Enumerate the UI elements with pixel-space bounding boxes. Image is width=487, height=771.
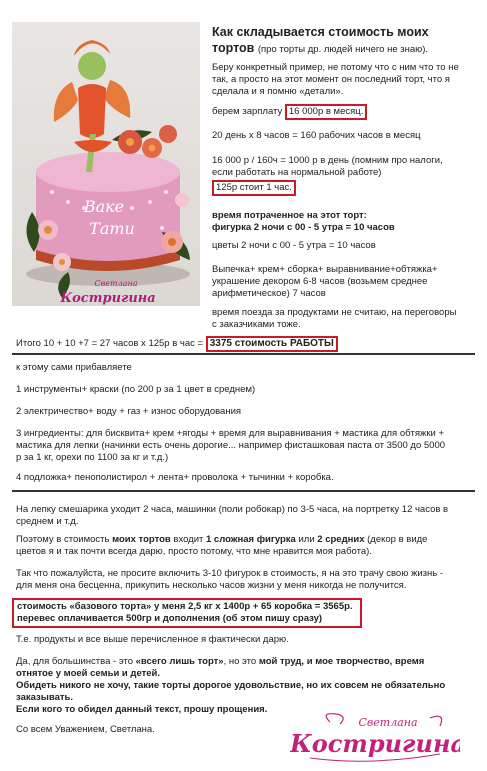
intro-line-2: так, а просто на этот момент он последний торт, что я — [212, 74, 450, 85]
title-line-2: тортов — [212, 41, 255, 55]
price-includes-bold: моих тортов — [112, 534, 171, 545]
travel-line-2: с заказчиками тоже. — [212, 319, 301, 330]
additions-item-2: 2 электричество+ воду + газ + износ оборудования — [16, 406, 242, 417]
please-paragraph — [16, 568, 471, 592]
closing-line-2: отнятое у моей семьи и детей. — [16, 668, 161, 679]
price-includes-text: или — [298, 534, 315, 545]
salary-line — [212, 104, 480, 120]
cake-text-2: Тати — [89, 219, 135, 238]
closing-line-3: Обидеть никого не хочу, такие торты дорогое удовольствие, но их совсем не обязательно — [16, 680, 446, 691]
base-price-line-2: перевес оплачивается 500гр и дополнения (об этом пишу сразу) — [17, 613, 323, 624]
price-includes-bold: 2 средних — [317, 534, 365, 545]
real-price-line: Т.е. продукты и все выше перечисленное я фактически дарю. — [16, 634, 289, 645]
additions-item-1: 1 инструменты+ краски (по 200 р за 1 цвет в среднем) — [16, 384, 256, 395]
total-line — [16, 336, 471, 352]
please-line-2: для меня она бесценна, прикупить несколько часов жизни у меня никогда не получится. — [16, 580, 407, 591]
rate-line-2: если работать на нормальной работе) — [212, 167, 382, 178]
baking-line-2: украшение декором 6-8 часов (возьмем среднее — [212, 276, 428, 287]
flowers-line: цветы 2 ночи с 00 - 5 утра = 10 часов — [212, 240, 376, 251]
baking-line-1: Выпечка+ крем+ сборка+ выравнивание+обтяжка+ — [212, 264, 438, 275]
rate-line-1: 16 000 р / 160ч = 1000 р в день (помним про налоги, — [212, 155, 443, 166]
closing-text: , но это — [223, 656, 257, 667]
intro-paragraph — [212, 62, 480, 98]
cake-text-1: Ваке — [83, 197, 125, 216]
divider — [12, 353, 475, 355]
additions-intro: к этому сами прибавляете — [16, 362, 132, 373]
closing-bold: мой труд, и мое творчество, время — [258, 656, 425, 667]
additions-item-3-line-3: р за 1 кг, орехи по 1100 за кг и т.д.) — [16, 452, 169, 463]
price-includes-bold: 1 сложная фигурка — [206, 534, 296, 545]
time-spent-title: время потраченное на этот торт: — [212, 210, 367, 221]
baking-paragraph — [212, 264, 480, 300]
total-prefix: Итого 10 + 10 +7 = 27 часов х 125р в час = — [16, 338, 204, 349]
time-spent-figure: фигурка 2 ночи с 00 - 5 утра = 10 часов — [212, 222, 395, 233]
price-includes-text: Поэтому в стоимость — [16, 534, 110, 545]
hours-line: 20 день х 8 часов = 160 рабочих часов в месяц — [212, 130, 421, 141]
closing-paragraph — [16, 656, 471, 716]
signature-bottom: Костригина — [290, 729, 460, 758]
base-price-box — [12, 598, 362, 628]
total-highlight: 3375 стоимость РАБОТЫ — [206, 336, 338, 352]
hour-cost-highlight: 125р стоит 1 час. — [212, 180, 296, 196]
figures-line-1: На лепку смешарика уходит 2 часа, машинки (поли робокар) по 3-5 часа, на портретку 12 часов в — [16, 504, 449, 515]
time-spent-block — [212, 210, 480, 234]
intro-line-1: Беру конкретный пример, не потому что с ним что то не — [212, 62, 459, 73]
closing-line-5: Если кого то обидел данный текст, прошу прощения. — [16, 704, 268, 715]
additions-item-3-line-1: 3 ингредиенты: для бисквита+ крем +ягоды + время для выравнивания + мастика для обтяжки + — [16, 428, 445, 439]
photo-watermark-top: Светлана — [94, 279, 138, 288]
closing-line-4: заказывать. — [16, 692, 73, 703]
price-includes-text: входит — [173, 534, 204, 545]
base-price-line-1: стоимость «базового торта» у меня 2,5 кг х 1400р + 65 коробка = 3565р. — [17, 601, 353, 612]
photo-watermark-bottom: Костригина — [60, 291, 156, 306]
additions-item-4: 4 подложка+ пенополистирол + лента+ проволока + тычинки + коробка. — [16, 472, 334, 483]
price-includes-paragraph — [16, 534, 471, 558]
title-line-1: Как складывается стоимость моих — [212, 25, 429, 39]
price-includes-text: (декор в виде — [367, 534, 428, 545]
page-subtitle: (про торты др. людей ничего не знаю). — [257, 44, 429, 55]
closing-bold: «всего лишь торт» — [135, 656, 224, 667]
divider — [12, 490, 475, 492]
please-line-1: Так что пожалуйста, не просите включить 3-10 фигурок в стоимость, я на это трачу свою жизнь - — [16, 568, 443, 579]
signature-logo — [290, 708, 460, 766]
hour-cost-line — [212, 180, 480, 196]
signature-graphic — [290, 708, 460, 766]
heading-block — [212, 24, 480, 58]
intro-line-3: сделала и я помню «детали». — [212, 86, 344, 97]
page-title — [212, 24, 480, 58]
baking-line-3: арифметическое) 7 часов — [212, 288, 326, 299]
rate-paragraph — [212, 155, 480, 179]
figures-line-2: среднем и т.д. — [16, 516, 79, 527]
closing-text: Да, для большинства - это — [16, 656, 133, 667]
signature-top: Светлана — [358, 716, 418, 729]
additions-item-3-line-2: мастика для лепки (начинки есть очень дорогие... например фисташковая паста от 3500 до 5000 — [16, 440, 446, 451]
price-includes-line-2: цветов я и так почти всегда дарю, просто потому, что мне нравится моя работа). — [16, 546, 372, 557]
travel-line-1: время поезда за продуктами не считаю, на переговоры — [212, 307, 457, 318]
travel-paragraph — [212, 307, 480, 331]
salary-highlight: 16 000р в месяц. — [285, 104, 367, 120]
salary-prefix: берем зарплату — [212, 106, 283, 117]
cake-illustration — [12, 22, 200, 306]
additions-item-3 — [16, 428, 471, 464]
figures-paragraph — [16, 504, 471, 528]
farewell-line: Со всем Уважением, Светлана. — [16, 724, 155, 735]
cake-photo — [12, 22, 200, 306]
